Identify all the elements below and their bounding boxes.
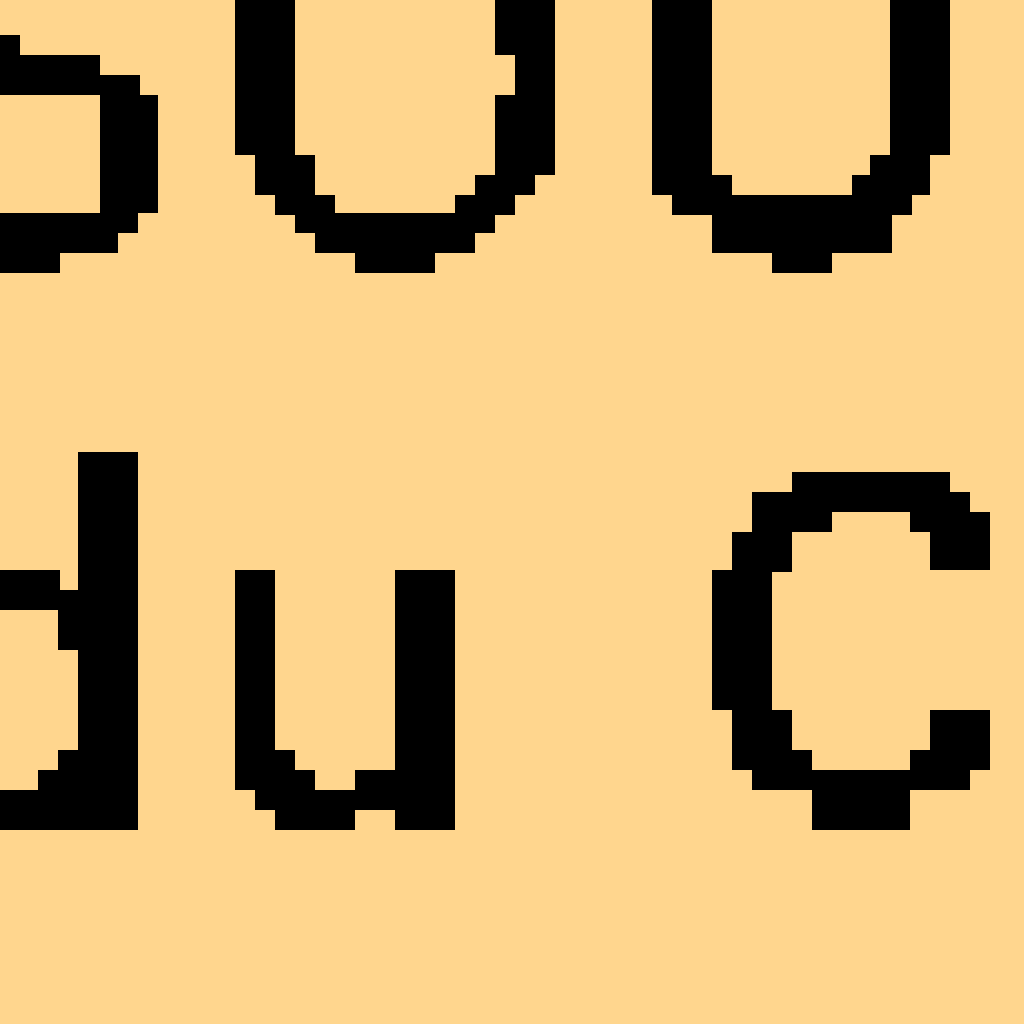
glyph-s [0,0,160,275]
glyph-u-bottom [235,570,460,832]
glyph-d [0,452,140,832]
glyph-o [235,0,555,275]
glyph-c [712,472,992,832]
glyph-u-top [652,0,952,275]
